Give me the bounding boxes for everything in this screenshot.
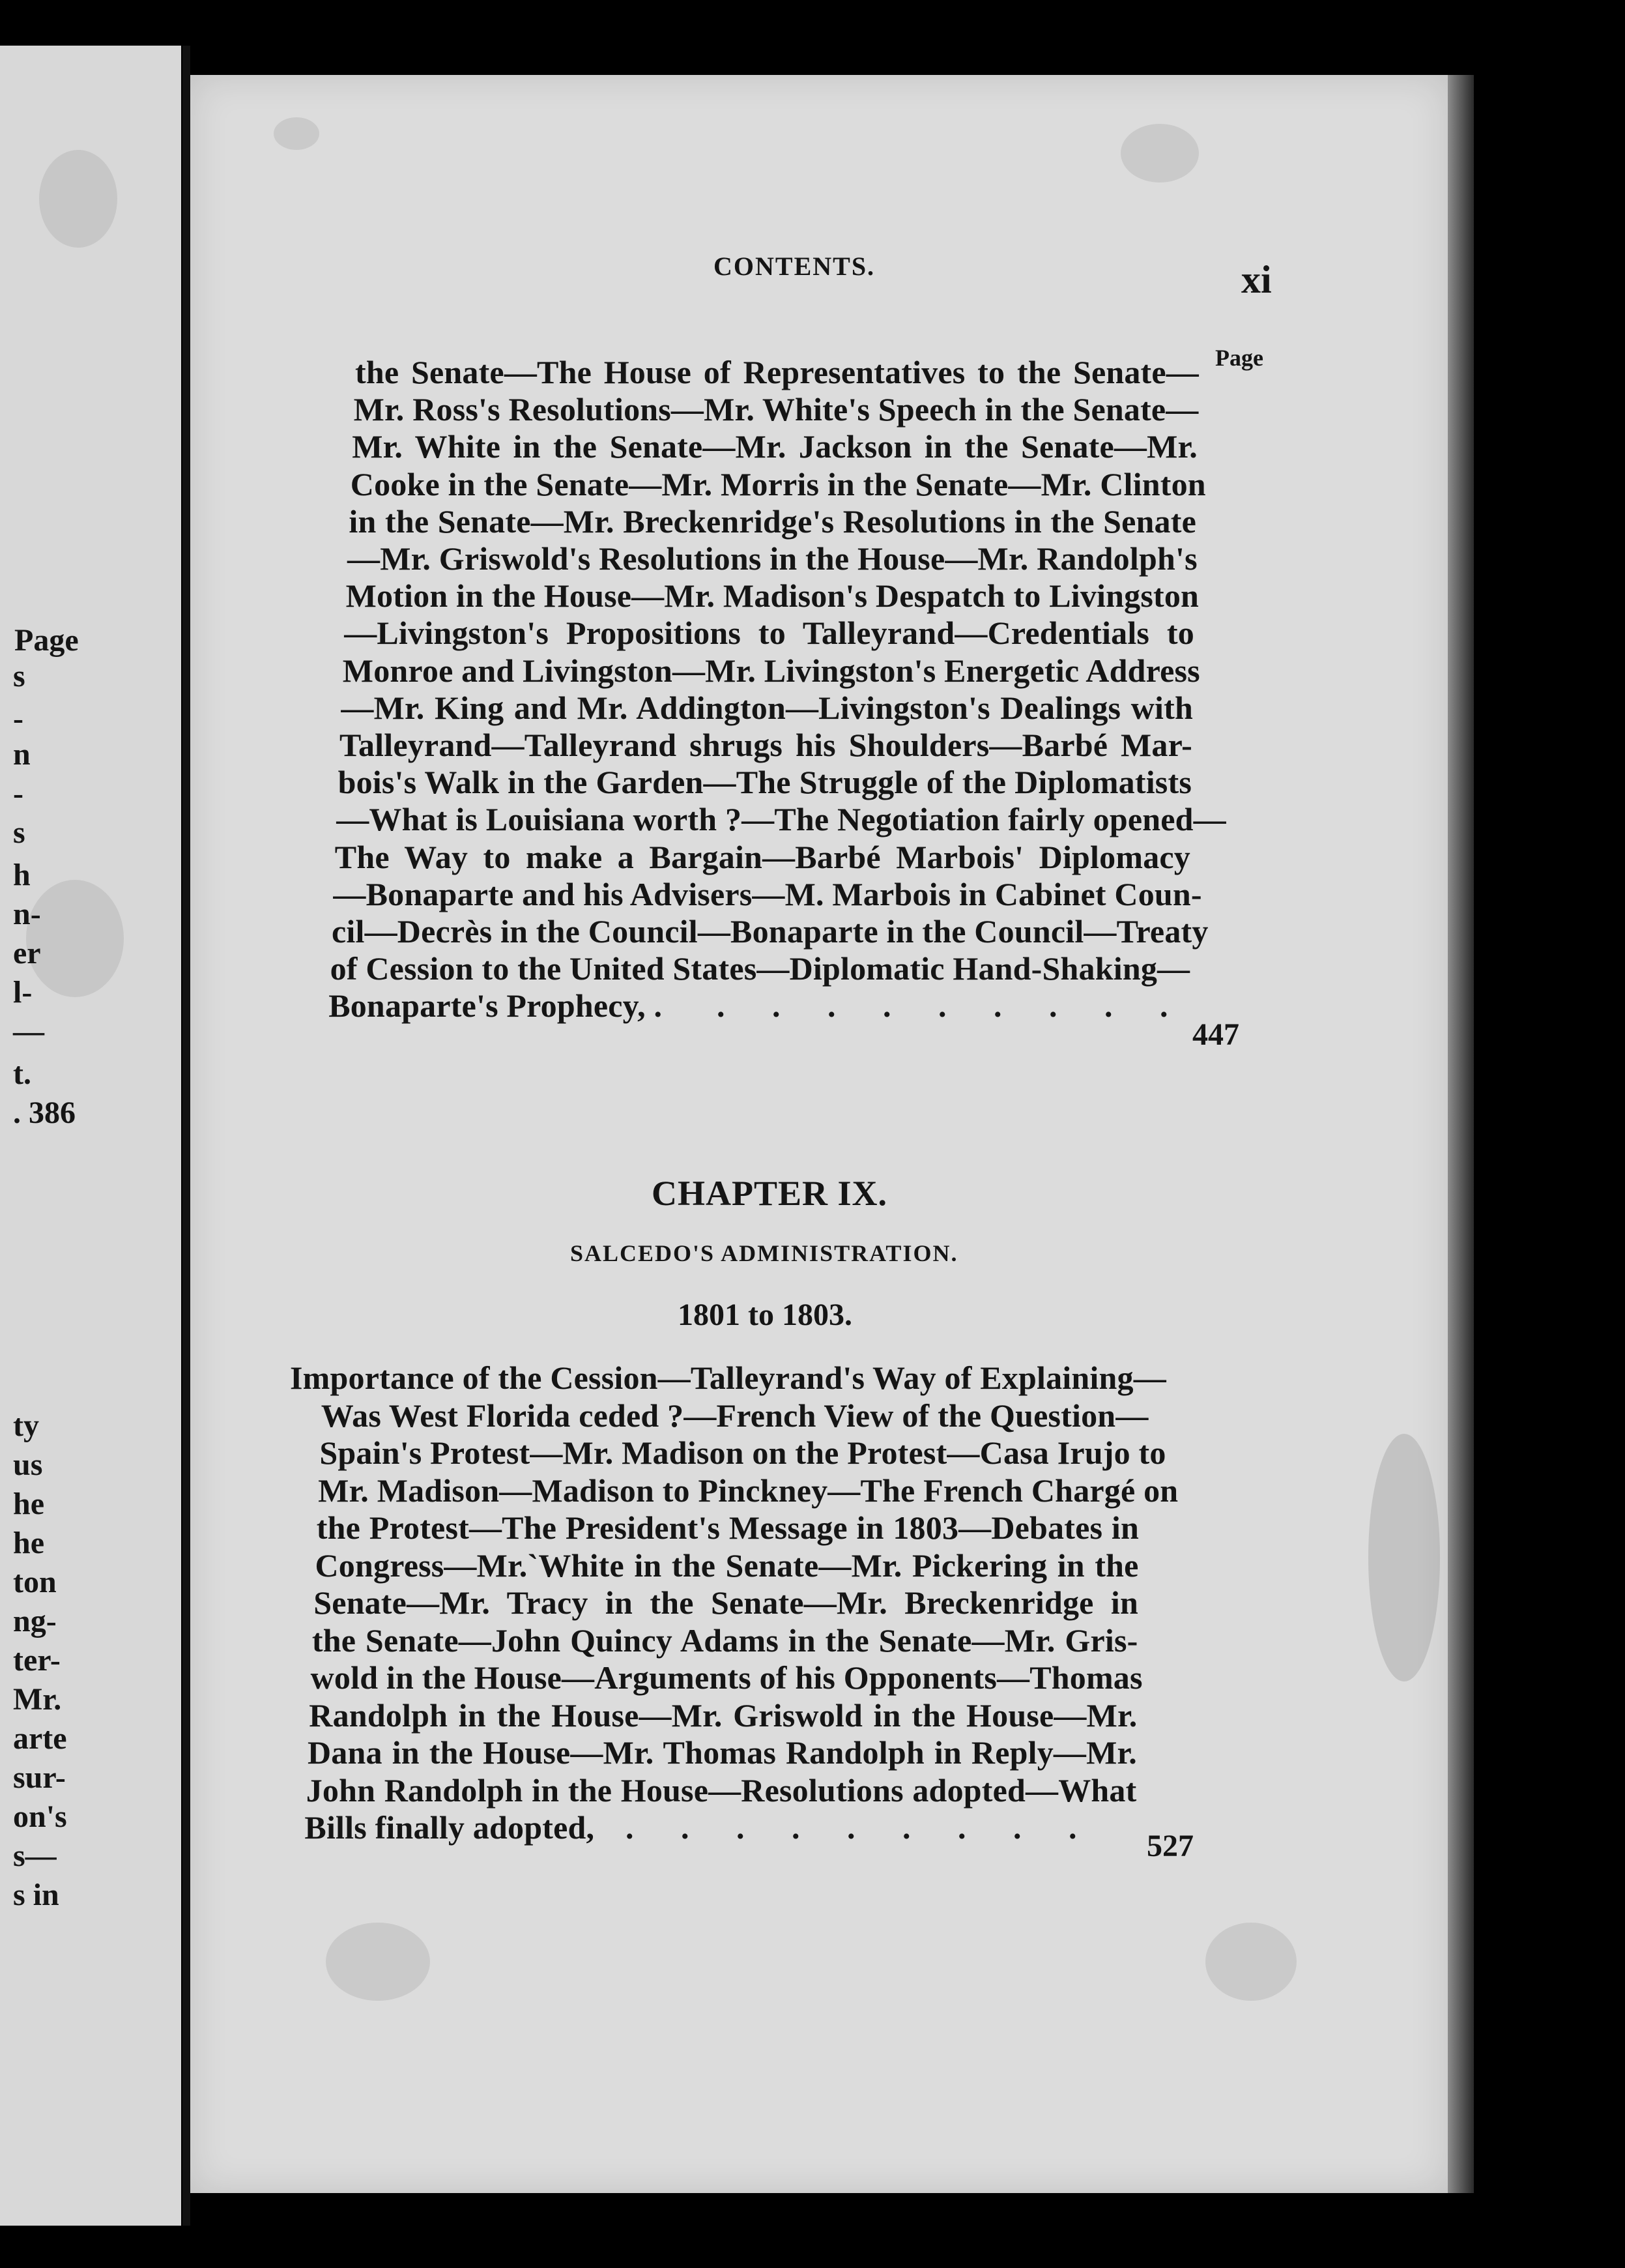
contents-line: Cooke in the Senate—Mr. Morris in the Senate—Mr. Clinton <box>350 465 1206 502</box>
page-edge-shadow <box>1448 75 1474 2193</box>
left-fragment: s— <box>13 1839 57 1873</box>
contents-line: Dana in the House—Mr. Thomas Randolph in Reply—Mr. <box>308 1734 1137 1771</box>
left-page-number: . 386 <box>13 1096 76 1130</box>
left-page-label: Pagе <box>14 623 79 658</box>
left-fragment: n- <box>13 897 41 931</box>
contents-line: Randolph in the House—Mr. Griswold in the House—Mr. <box>309 1696 1138 1734</box>
left-fragment: s <box>13 659 25 693</box>
contents-line: —Livingston's Propositions to Talleyrand—Credentials to <box>344 615 1194 652</box>
contents-line: bois's Walk in the Garden—The Struggle of the Diplomatists <box>338 764 1192 801</box>
contents-line: Mr. Madison—Madison to Pinckney—The French Chargé on <box>318 1472 1179 1509</box>
running-title: CONTENTS. <box>713 252 876 281</box>
page-stain <box>1121 124 1199 182</box>
page-number: xi <box>1241 258 1272 301</box>
contents-line: The Way to make a Bargain—Barbé Marbois' Diplomacy <box>334 838 1190 875</box>
contents-line: Senate—Mr. Tracy in the Senate—Mr. Breckenridge in <box>313 1584 1138 1621</box>
dot-leaders: . . . . . . . . . <box>626 1809 1097 1846</box>
left-fragment: - <box>13 776 23 811</box>
contents-line: in the Senate—Mr. Breckenridge's Resolutions in the Senate <box>349 502 1196 540</box>
left-fragment: he <box>13 1487 44 1521</box>
left-fragment: on's <box>13 1799 67 1834</box>
left-fragment: t. <box>13 1056 31 1091</box>
page-gutter <box>182 46 190 2226</box>
page-stain <box>1368 1434 1440 1681</box>
page-column-label: Page <box>1215 345 1263 371</box>
left-fragment: ty <box>13 1408 39 1443</box>
left-fragment: Mr. <box>13 1682 62 1717</box>
left-fragment: - <box>13 701 23 736</box>
contents-line: the Protest—The President's Message in 1803—Debates in <box>316 1509 1139 1546</box>
contents-line: Bonaparte's Prophecy, . <box>328 987 663 1025</box>
contents-line: the Senate—The House of Representatives to the Senate— <box>355 354 1199 390</box>
page-reference: 527 <box>1147 1829 1194 1863</box>
contents-line: of Cession to the United States—Diplomatic Hand-Shaking— <box>330 950 1190 987</box>
contents-line: John Randolph in the House—Resolutions adopted—What <box>306 1771 1137 1809</box>
contents-line: wold in the House—Arguments of his Opponents—Thomas <box>310 1659 1143 1696</box>
contents-line: —Mr. King and Mr. Addington—Livingston's Dealings with <box>341 689 1193 726</box>
dot-leaders: . . . . . . . . . <box>717 987 1188 1025</box>
left-fragment: ton <box>13 1565 57 1599</box>
contents-line: —Mr. Griswold's Resolutions in the House—Mr. Randolph's <box>347 540 1198 577</box>
left-fragment: — <box>13 1014 44 1049</box>
page-stain <box>39 150 117 248</box>
page-reference: 447 <box>1192 1017 1239 1052</box>
page-stain <box>326 1923 430 2001</box>
chapter-heading: CHAPTER IX. <box>652 1174 888 1213</box>
contents-line: Importance of the Cession—Talleyrand's Way of Explaining— <box>290 1359 1166 1396</box>
page-stain <box>1205 1923 1297 2001</box>
contents-line: Spain's Protest—Mr. Madison on the Protest—Casa Irujo to <box>319 1434 1166 1471</box>
contents-line: Monroe and Livingston—Mr. Livingston's Energetic Address <box>342 652 1200 689</box>
left-fragment: sur- <box>13 1760 66 1795</box>
left-fragment: us <box>13 1447 43 1482</box>
contents-line: cil—Decrès in the Council—Bonaparte in the Council—Treaty <box>332 913 1209 950</box>
chapter-subtitle: SALCEDO'S ADMINISTRATION. <box>570 1240 958 1266</box>
contents-line: —What is Louisiana worth ?—The Negotiation fairly opened— <box>336 801 1226 838</box>
left-fragment: n <box>13 737 31 772</box>
contents-line: —Bonaparte and his Advisers—M. Marbois in Cabinet Coun- <box>333 875 1202 912</box>
contents-line: the Senate—John Quincy Adams in the Senate—Mr. Gris- <box>311 1621 1138 1659</box>
page-stain <box>274 117 319 150</box>
contents-line: Mr. Ross's Resolutions—Mr. White's Speech in the Senate— <box>353 391 1199 428</box>
contents-line: Motion in the House—Mr. Madison's Despatch to Livingston <box>345 577 1200 615</box>
contents-line: Bills finally adopted, <box>304 1809 595 1846</box>
contents-line: Congress—Mr.`White in the Senate—Mr. Pickering in the <box>315 1547 1139 1584</box>
left-fragment: ng- <box>13 1604 57 1638</box>
left-fragment: s <box>13 815 25 850</box>
left-fragment: h <box>13 858 31 892</box>
left-fragment: s in <box>13 1878 59 1912</box>
left-fragment: l- <box>13 975 33 1010</box>
chapter-years: 1801 to 1803. <box>678 1298 852 1332</box>
contents-line: Talleyrand—Talleyrand shrugs his Shoulders—Barbé Mar- <box>339 727 1192 763</box>
contents-line: Was West Florida ceded ?—French View of the Question— <box>321 1397 1149 1434</box>
left-fragment: arte <box>13 1721 67 1756</box>
contents-line: Mr. White in the Senate—Mr. Jackson in the Senate—Mr. <box>352 428 1198 465</box>
left-fragment: er <box>13 936 41 970</box>
left-fragment: he <box>13 1526 44 1560</box>
left-fragment: ter- <box>13 1643 61 1678</box>
